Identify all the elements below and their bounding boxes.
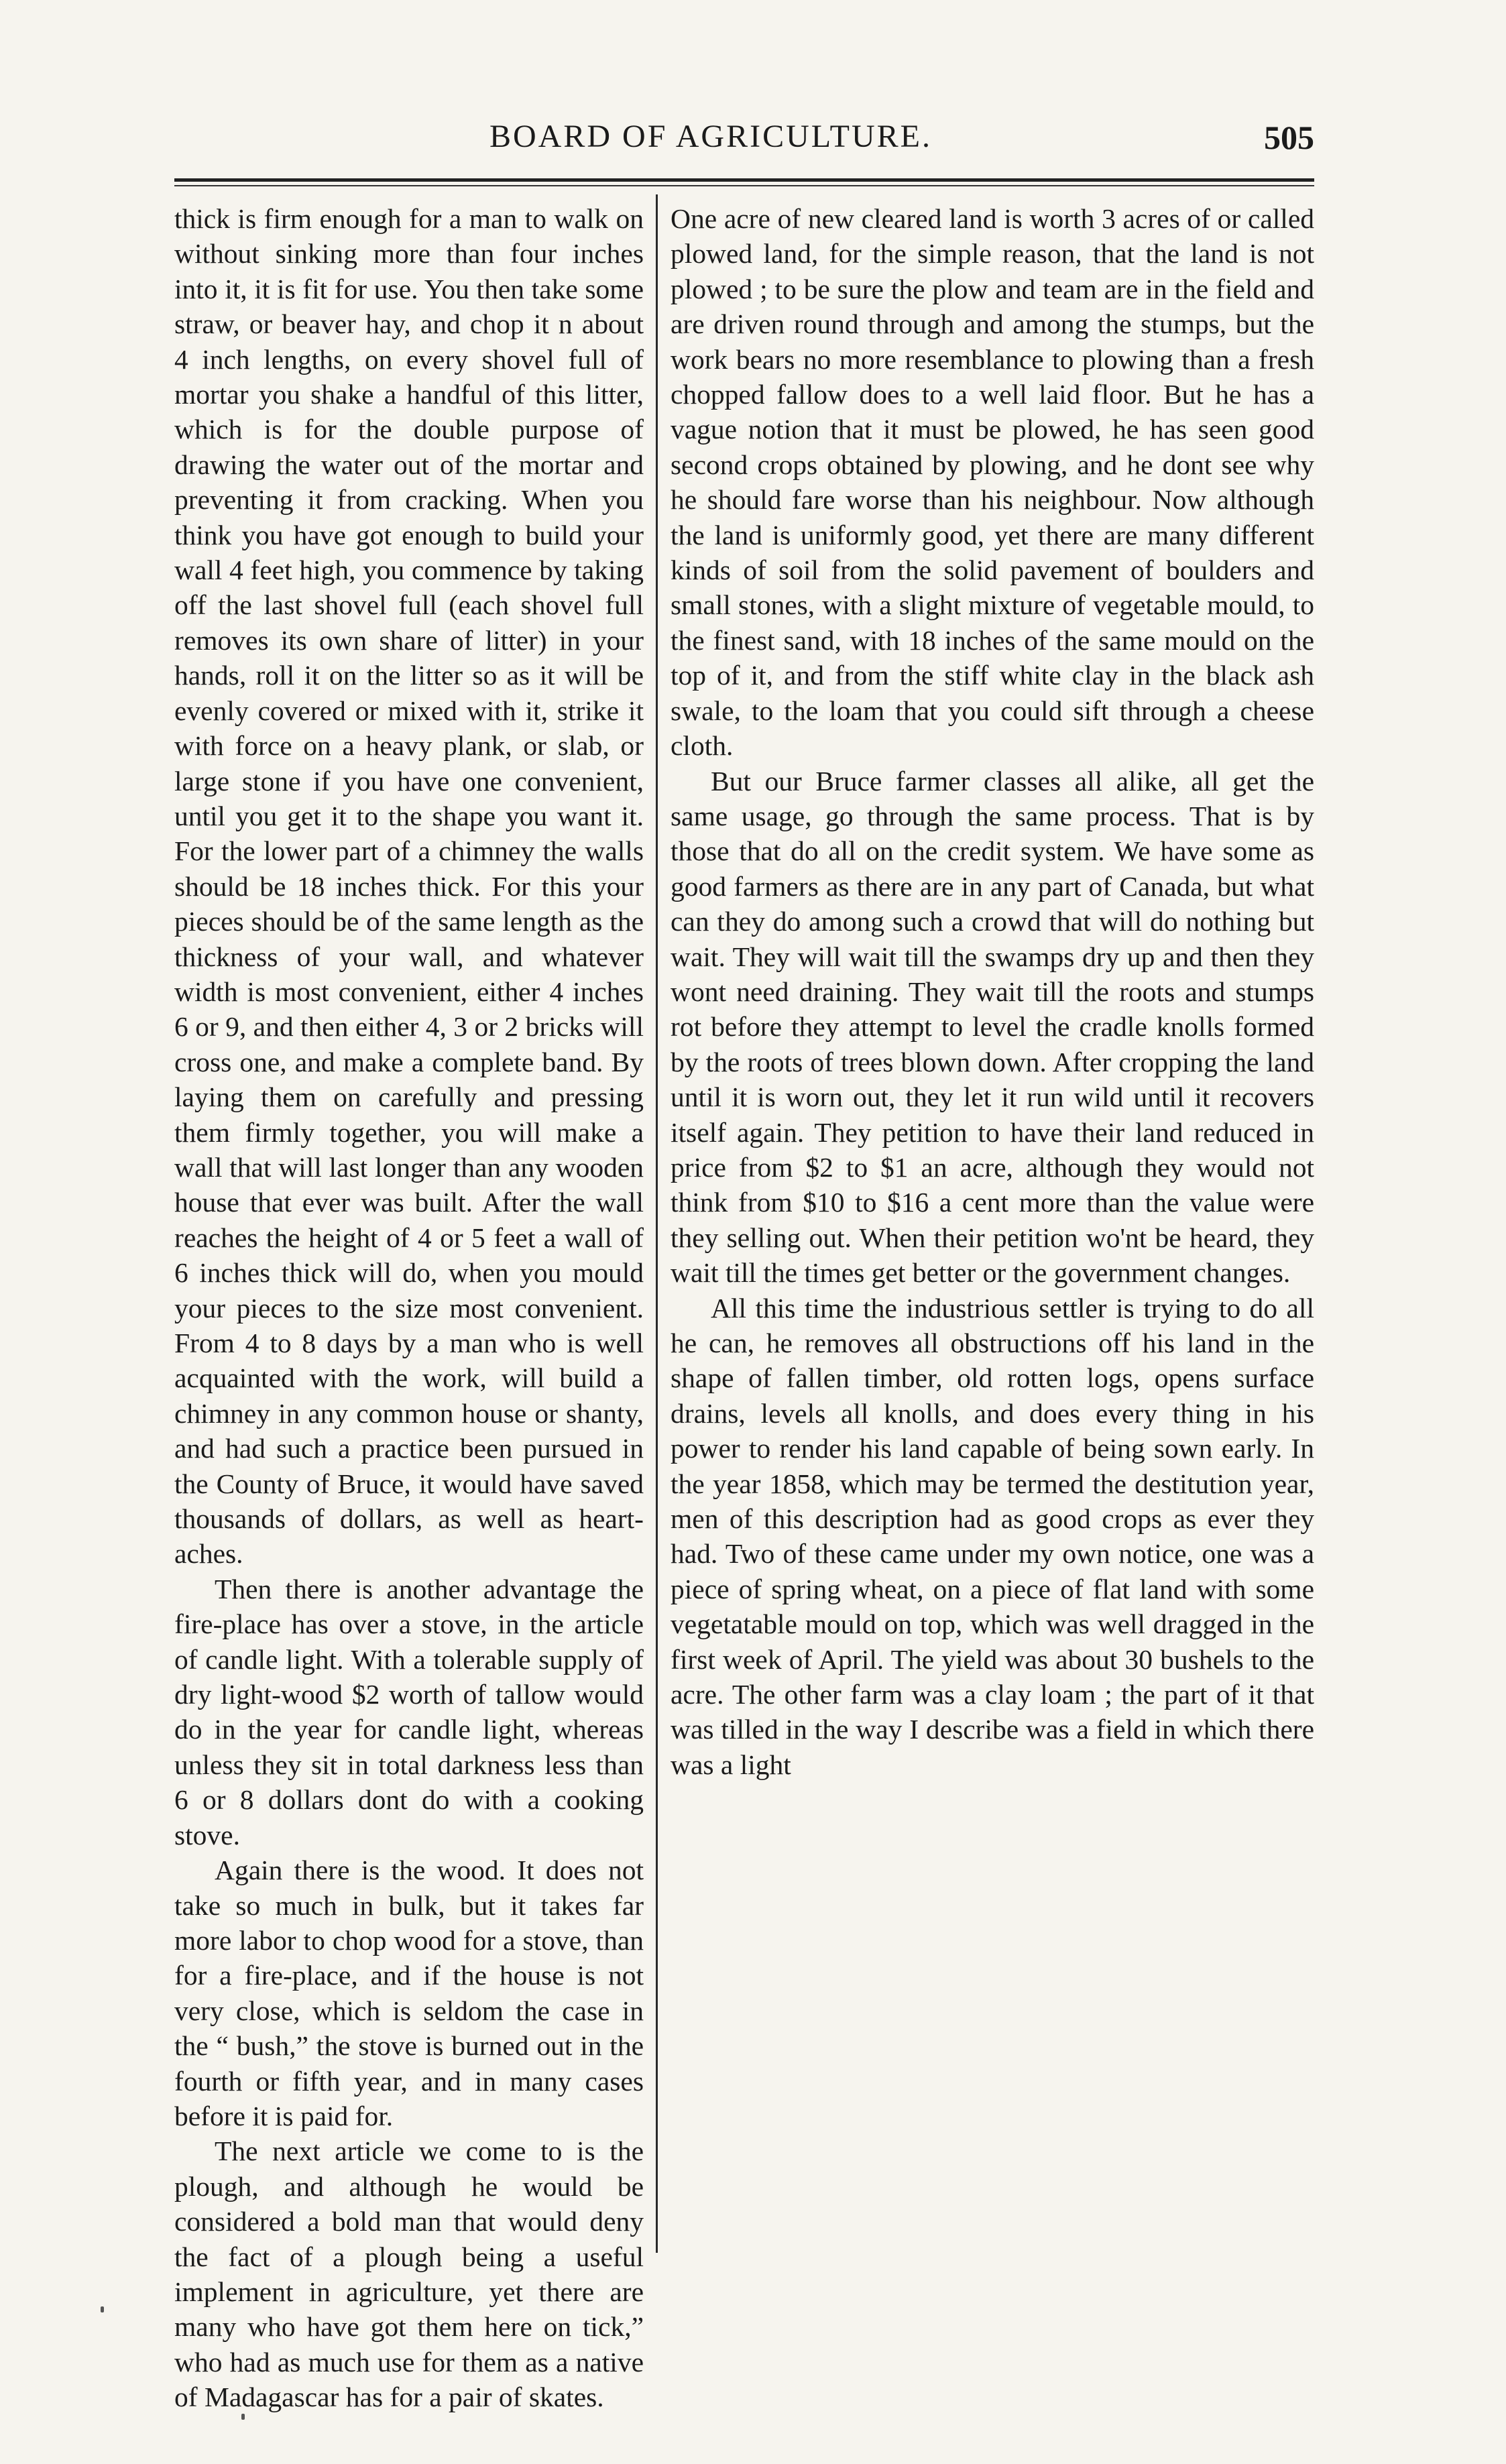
paragraph: But our Bruce farmer classes all alike, all get the same usage, go through the same process. That is by those that do all on the credit system. We have some as good farmers as there are in any part of Canada, but what can they do among such a crowd that will do nothing but wait. They will wait till the swamps dry up and then they wont need draining. They wait till the roots and stumps rot before they attempt to level the cradle knolls formed by the roots of trees blown down. After cropping the land until it is worn out, they let it run wild until it recovers itself again. They petition to have their land reduced in price from $2 to $1 an acre, although they would not think from $10 to $16 a cent more than the value were they selling out. When their petition wo'nt be heard, they wait till the times get better or the government changes. <box>671 765 1314 1289</box>
print-speck <box>101 2306 104 2312</box>
header-rule <box>174 178 1314 182</box>
running-head <box>174 118 1314 178</box>
paragraph: Again there is the wood. It does not take so much in bulk, but it takes far more labor to chop wood for a stove, than for a fire-place, and if the house is not very close, which is seldom the case in the “ bush,” the stove is burned out in the fourth or fifth year, and in many cases before it is paid for. <box>174 1855 644 2131</box>
page-title: BOARD OF AGRICULTURE. <box>489 119 932 154</box>
left-column <box>174 201 644 2415</box>
paragraph: One acre of new cleared land is worth 3 acres of or called plowed land, for the simple reason, that the land is not plowed ; to be sure the plow and team are in the field and are driven round through and among the stumps, but the work bears no more resemblance to plowing than a fresh chopped fallow does to a well laid floor. But he has a vague notion that it must be plowed, he has seen good second crops obtained by plowing, and he dont see why he should fare worse than his neighbour. Now although the land is uniformly good, yet there are many different kinds of soil from the solid pavement of boulders and small stones, with a slight mixture of vegetable mould, to the finest sand, with 18 inches of the same mould on the top of it, and from the stiff white clay in the black ash swale, to the loam that you could sift through a cheese cloth. <box>671 203 1314 762</box>
paragraph: Then there is another advantage the fire-place has over a stove, in the article of candle light. With a tolerable supply of dry light-wood $2 worth of tallow would do in the year for candle light, whereas unless they sit in total darkness less than 6 or 8 dollars dont do with a cooking stove. <box>174 1573 644 1851</box>
paragraph: thick is firm enough for a man to walk on without sinking more than four inches into it, it is fit for use. You then take some straw, or beaver hay, and chop it n about 4 inch lengths, on every shovel full of mortar you shake a handful of this litter, which is for the double purpose of drawing the water out of the mortar and preventing it from cracking. When you think you have got enough to build your wall 4 feet high, you commence by taking off the last shovel full (each shovel full removes its own share of litter) in your hands, roll it on the litter so as it will be evenly covered or mixed with it, strike it with force on a heavy plank, or slab, or large stone if you have one convenient, until you get it to the shape you want it. For the lower part of a chimney the walls should be 18 inches thick. For this your pieces should be of the same length as the thickness of your wall, and whatever width is most convenient, either 4 inches 6 or 9, and then either 4, 3 or 2 bricks will cross one, and make a complete band. By laying them on carefully and pressing them firmly together, you will make a wall that will last longer than any wooden house that ever was built. After the wall reaches the height of 4 or 5 feet a wall of 6 inches thick will do, when you mould your pieces to the size most convenient. From 4 to 8 days by a man who is well acquainted with the work, will build a chimney in any common house or shanty, and had such a practice been pursued in the County of Bruce, it would have saved thousands of dollars, as well as heart-aches. <box>174 203 644 1570</box>
right-column <box>671 201 1314 1782</box>
paragraph: All this time the industrious settler is trying to do all he can, he removes all obstructions off his land in the shape of fallen timber, old rotten logs, opens surface drains, levels all knolls, and does every thing in his power to render his land capable of being sown early. In the year 1858, which may be termed the destitution year, men of this description had as good crops as ever they had. Two of these came under my own notice, one was a piece of spring wheat, on a piece of flat land with some vegetatable mould on top, which was well dragged in the first week of April. The yield was about 30 bushels to the acre. The other farm was a clay loam ; the part of it that was tilled in the way I describe was a field in which there was a light <box>671 1292 1314 1780</box>
column-divider <box>656 194 658 2253</box>
print-speck <box>241 2414 245 2420</box>
header-rule-thin <box>174 185 1314 186</box>
paragraph: The next article we come to is the plough, and although he would be considered a bold man that would deny the fact of a plough being a useful implement in agriculture, yet there are many who have got them here on tick,” who had as much use for them as a native of Madagascar has for a pair of skates. <box>174 2135 644 2413</box>
page-number: 505 <box>1264 119 1314 156</box>
